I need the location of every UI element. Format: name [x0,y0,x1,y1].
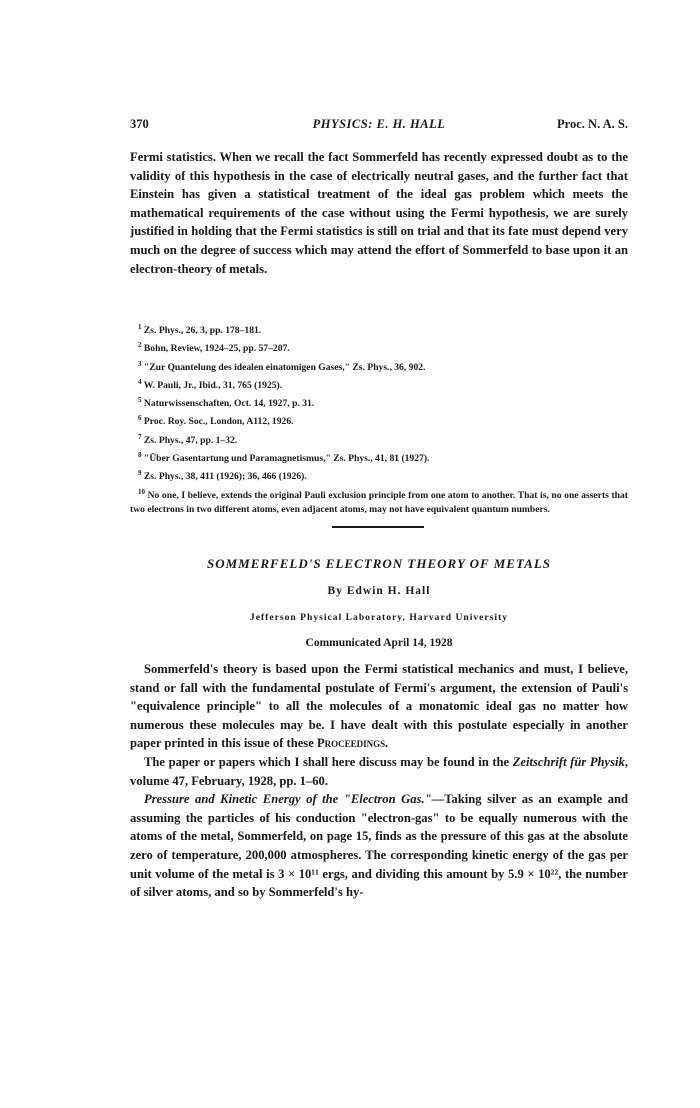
footnote-text: "Zur Quantelung des idealen einatomigen Gases," Zs. Phys., 36, 902. [143,361,426,373]
communication-date: Communicated April 14, 1928 [305,637,453,649]
running-header [130,117,628,135]
paragraph-1: Sommerfeld's theory is based upon the Fermi statistical mechanics and must, I believe, stand or fall with the fundamental postulate of Fermi's argument, the extension of Pauli's "equivalence principle" to all the molecules of a monatomic ideal gas no matter how numerous these molecules may be. I have dealt with this postulate especially in another paper printed in this issue of these Proceedings. [130,662,628,751]
footnote [130,357,628,375]
footnote-text: Zs. Phys., 38, 411 (1926); 36, 466 (1926). [143,471,307,483]
article-author: By Edwin H. Hall [327,585,431,597]
footnote-number: 6 [138,414,142,423]
continuation-paragraph: Fermi statistics. When we recall the fact Sommerfeld has recently expressed doubt as to the validity of this hypothesis in the case of electrically neutral gases, and the further fact that Einstein has given a statistical treatment of the ideal gas problem which meets the mathematical requirements of the case without using the Fermi hypothesis, we are surely justified in holding that the Fermi statistics is still on trial and that its fate must depend very much on the degree of success which may attend the effort of Sommerfeld to base upon it an electron-theory of metals. [130,150,628,276]
footnote-number: 5 [138,396,142,405]
footnote [130,320,628,338]
footnote [130,393,628,411]
section-divider [332,526,424,528]
running-title: PHYSICS: E. H. HALL [312,117,446,131]
paragraph-2: The paper or papers which I shall here discuss may be found in the Zeitschrift für Physik, volume 47, February, 1928, pp. 1–60. [130,754,628,788]
paragraph-3: Pressure and Kinetic Energy of the "Electron Gas."—Taking silver as an example and assuming the particles of his conduction "electron-gas" to be equally numerous with the atoms of the metal, Sommerfeld, on page 15, finds as the pressure of this gas at the absolute zero of temperature, 200,000 atmospheres. The corresponding kinetic energy of the gas per unit volume of the metal is 3 × 10¹¹ ergs, and dividing this amount by 5.9 × 10²², the number of silver atoms, and so by Sommerfeld's hy- [130,792,629,900]
continuation-text [130,148,628,278]
proceedings-name: Proceedings [316,736,386,751]
footnote [130,485,628,517]
footnote [130,375,628,393]
footnote-text: Zs. Phys., 47, pp. 1–32. [143,434,238,446]
article-body [130,660,628,902]
author-affiliation: Jefferson Physical Laboratory, Harvard University [249,612,509,623]
footnote-text: W. Pauli, Jr., Ibid., 31, 765 (1925). [143,380,283,392]
footnote-text: Proc. Roy. Soc., London, A112, 1926. [143,416,294,428]
page-number: 370 [130,117,149,131]
footnote-text: Bohn, Review, 1924–25, pp. 57–207. [143,343,290,355]
section-heading: Pressure and Kinetic Energy of the "Electron Gas." [144,792,432,807]
journal-abbreviation: Proc. N. A. S. [557,117,628,131]
footnote-number: 4 [138,377,142,386]
footnote [130,411,628,429]
footnote-number: 3 [138,359,142,368]
footnote-number: 7 [138,432,142,441]
footnotes [130,320,628,517]
journal-name: Zeitschrift für Physik [512,754,625,769]
footnote [130,466,628,484]
footnote-number: 9 [138,469,142,478]
footnote-text: No one, I believe, extends the original Pauli exclusion principle from one atom to another. That is, no one asserts that two electrons in two different atoms, even adjacent atoms, may not have equivalent quantum numbers. [130,489,628,515]
footnote-text: "Über Gasentartung und Paramagnetismus," Zs. Phys., 41, 81 (1927). [143,453,430,465]
footnote-number: 10 [138,487,145,496]
footnote-number: 8 [138,450,142,459]
footnote [130,338,628,356]
article-title: SOMMERFELD'S ELECTRON THEORY OF METALS [206,556,552,571]
footnote-text: Zs. Phys., 26, 3, pp. 178–181. [143,325,262,337]
footnote [130,448,628,466]
footnote-text: Naturwissenschaften, Oct. 14, 1927, p. 31. [143,398,315,410]
footnote [130,430,628,448]
footnote-number: 2 [138,341,142,350]
footnote-number: 1 [138,323,142,331]
